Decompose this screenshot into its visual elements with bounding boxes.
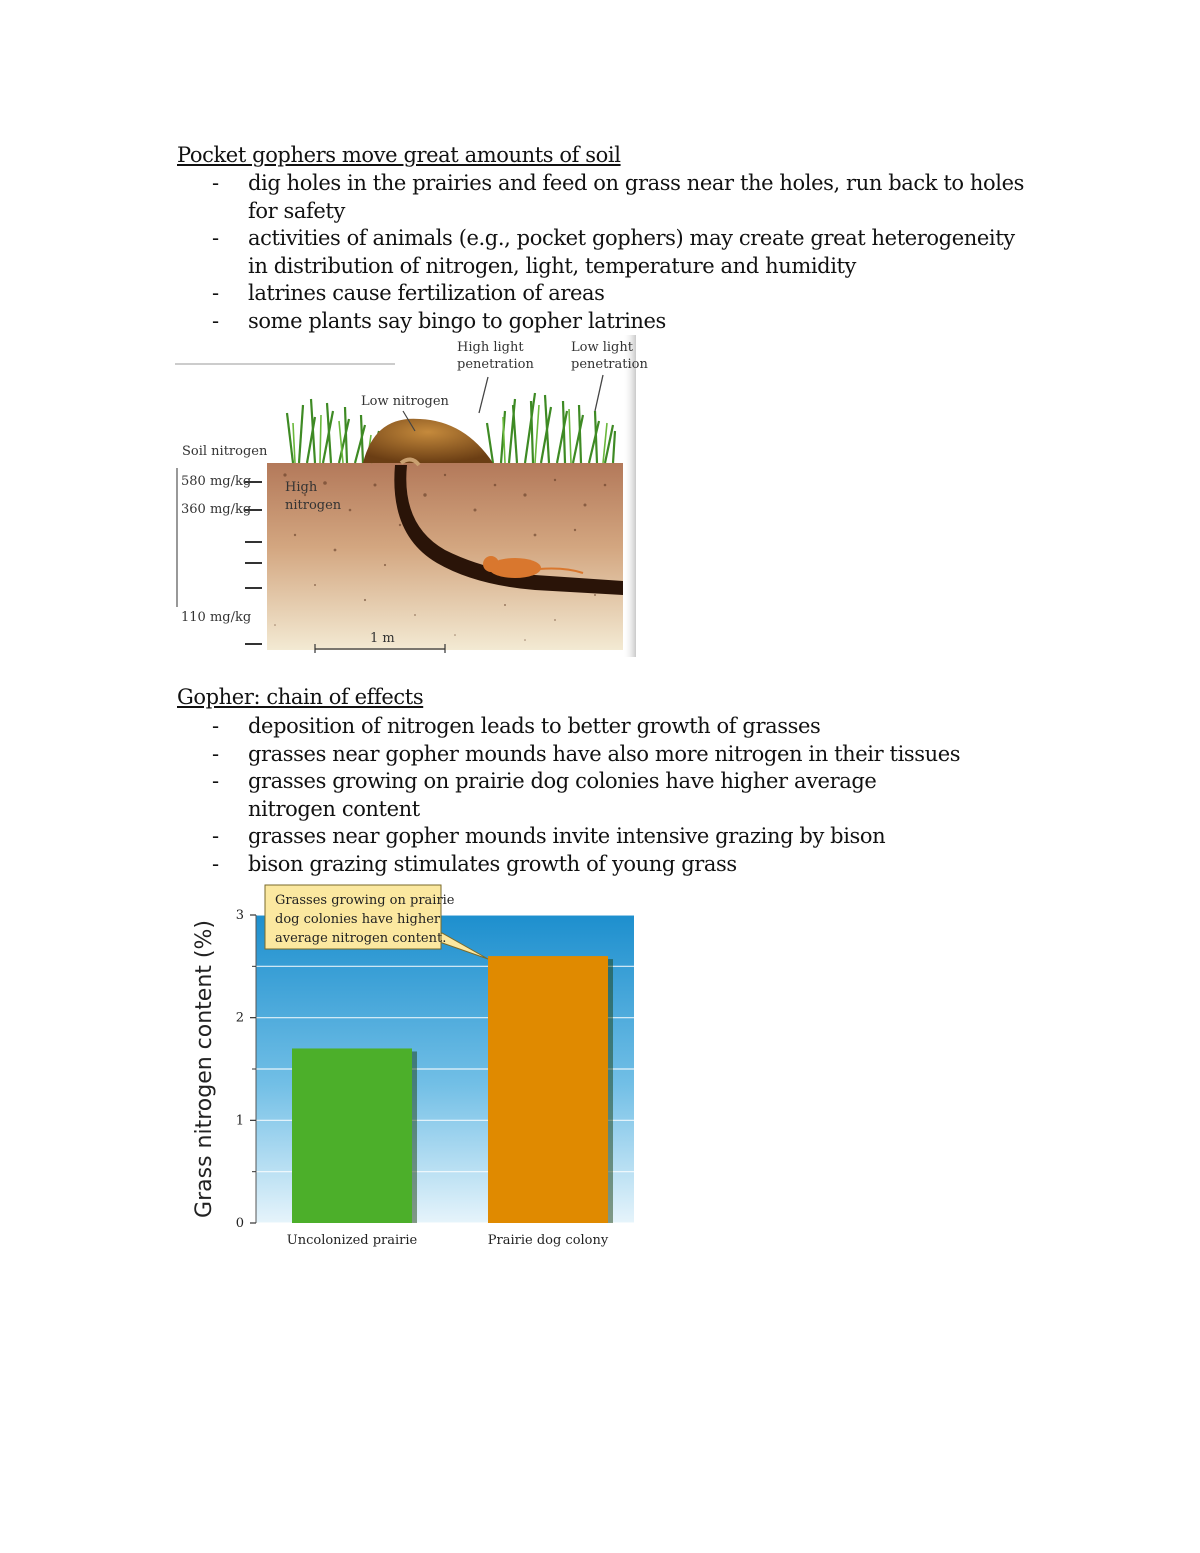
dash-marker: - — [212, 281, 219, 305]
label-low-light-2: penetration — [571, 357, 648, 372]
nitrogen-bar-chart — [186, 877, 636, 1255]
section-heading-chain-of-effects: Gopher: chain of effects — [177, 685, 424, 709]
y-tick-label: 3 — [235, 908, 244, 923]
list-item-text: deposition of nitrogen leads to better growth of grasses — [248, 714, 821, 738]
label-high-nitrogen-1: High — [285, 480, 318, 495]
annotation-line: dog colonies have higher — [275, 912, 441, 927]
label-high-light: High light — [457, 340, 524, 355]
list-item-text: grasses near gopher mounds invite intensive grazing by bison — [248, 824, 886, 848]
x-tick-label: Uncolonized prairie — [286, 1233, 418, 1248]
bullet-list-chain-of-effects — [177, 713, 1027, 878]
gopher-burrow-figure — [175, 335, 648, 657]
y-tick-label: 0 — [235, 1216, 244, 1231]
y-tick-label: 2 — [235, 1010, 244, 1026]
pointer-low-light — [595, 375, 603, 411]
list-item-text: latrines cause fertilization of areas — [248, 281, 605, 305]
grass-right — [487, 393, 615, 463]
edge-shadow — [623, 335, 636, 657]
list-item-text: bison grazing stimulates growth of young grass — [248, 851, 737, 876]
list-item — [177, 225, 1027, 280]
dash-marker: - — [212, 226, 219, 250]
gopher-burrow-illustration — [175, 335, 648, 657]
list-item — [177, 713, 1027, 741]
grass-left-light — [293, 415, 371, 463]
y-axis — [236, 908, 256, 1231]
annotation-line: Grasses growing on prairie — [275, 893, 455, 908]
label-soil-nitrogen: Soil nitrogen — [182, 444, 268, 459]
label-110: 110 mg/kg — [181, 610, 252, 625]
x-tick-labels — [287, 1233, 609, 1248]
label-high-nitrogen-2: nitrogen — [285, 498, 342, 513]
section-heading-pocket-gophers: Pocket gophers move great amounts of soil — [177, 143, 621, 167]
list-item-text: grasses near gopher mounds have also more nitrogen in their tissues — [248, 741, 961, 766]
dash-marker: - — [212, 171, 219, 195]
bar-prairie-dog-colony — [488, 956, 608, 1223]
list-item-text: dig holes in the prairies and feed on grass near the holes, run back to holes for safety — [248, 171, 1024, 223]
soil-mound — [363, 419, 493, 463]
y-axis-label: Grass nitrogen content (%) — [192, 920, 217, 1218]
x-tick-label: Prairie dog colony — [487, 1233, 609, 1248]
list-item — [177, 851, 1027, 879]
dash-marker: - — [212, 769, 219, 793]
label-580: 580 mg/kg — [181, 474, 252, 489]
dash-marker: - — [212, 714, 219, 738]
annotation-line: average nitrogen content. — [275, 931, 447, 946]
list-item-text: activities of animals (e.g., pocket gophers) may create great heterogeneity in distribution of nitrogen, light, temperature and humidity — [248, 226, 1015, 278]
list-item — [177, 308, 1027, 336]
list-item — [177, 280, 1027, 308]
dash-marker: - — [212, 851, 219, 876]
label-low-nitrogen: Low nitrogen — [361, 394, 449, 409]
pointer-high-light — [479, 377, 488, 413]
list-item — [177, 741, 1027, 769]
bullet-list-pocket-gophers — [177, 170, 1027, 335]
list-item-text: some plants say bingo to gopher latrines — [248, 308, 666, 333]
list-item — [177, 170, 1027, 225]
dash-marker: - — [212, 824, 219, 848]
bar-chart-svg — [186, 877, 636, 1255]
list-item — [177, 823, 1027, 851]
list-item — [177, 768, 968, 823]
list-item-text: grasses growing on prairie dog colonies have higher average nitrogen content — [248, 769, 877, 821]
label-high-light-2: penetration — [457, 357, 534, 372]
dash-marker: - — [212, 308, 219, 333]
label-scale: 1 m — [370, 631, 395, 646]
bar-uncolonized-prairie — [292, 1048, 412, 1223]
dash-marker: - — [212, 741, 219, 766]
y-tick-label: 1 — [235, 1113, 244, 1129]
label-low-light: Low light — [571, 340, 633, 355]
label-360: 360 mg/kg — [181, 502, 252, 517]
